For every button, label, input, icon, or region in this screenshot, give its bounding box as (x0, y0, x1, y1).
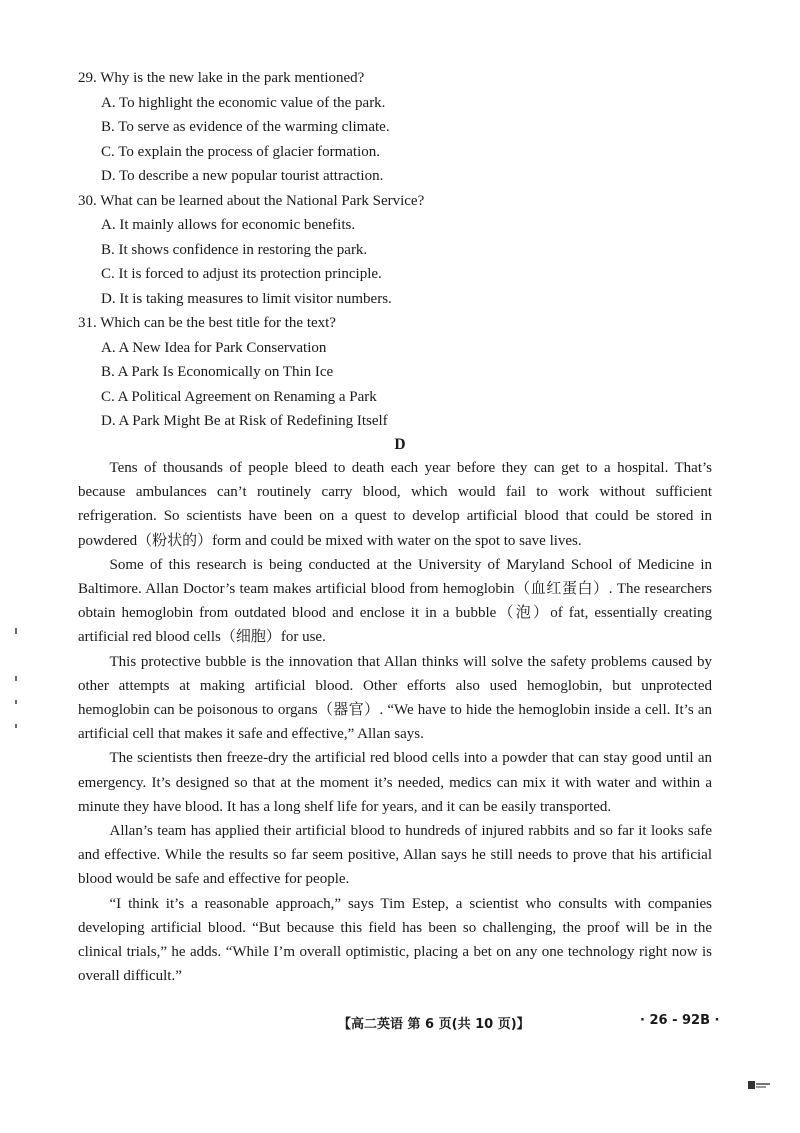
option-d: D. A Park Might Be at Risk of Redefining Itself (101, 413, 388, 429)
option-c: C. It is forced to adjust its protection principle. (101, 266, 382, 282)
option-d: D. To describe a new popular tourist attraction. (101, 168, 384, 184)
passage-paragraph: Some of this research is being conducted at the University of Maryland School of Medicine in Baltimore. Allan Doctor’s team makes artificial blood from hemoglobin（血红蛋白）. The researchers obtain hemoglobin from outdated blood and enclose it in a bubble（泡）of fat, essentially creating artificial red blood cells（细胞）for use. (78, 556, 712, 646)
option-a: A. To highlight the economic value of the park. (101, 94, 386, 111)
option-c: C. A Political Agreement on Renaming a Park (101, 388, 377, 405)
passage-paragraph: Tens of thousands of people bleed to death each year before they can get to a hospital. That’s because ambulances can’t routinely carry blood, which would fail to work without sufficient refrigeration. So scientists have been on a quest to develop artificial blood that could be stored in powdered（粉状的）form and could be mixed with water on the spot to save lives. (78, 460, 712, 549)
option-d: D. It is taking measures to limit visitor numbers. (101, 290, 392, 307)
option-a: A. It mainly allows for economic benefits. (101, 217, 356, 233)
option-c: C. To explain the process of glacier formation. (101, 143, 381, 160)
reading-passage (78, 456, 712, 988)
passage-paragraph: Allan’s team has applied their artificial blood to hundreds of injured rabbits and so far it looks safe and effective. While the results so far seem positive, Allan says he still needs to prove that his artificial blood would be safe and effective for people. (78, 823, 712, 888)
option-b: B. A Park Is Economically on Thin Ice (101, 364, 334, 380)
question-stem: 30. What can be learned about the National Park Service? (78, 192, 425, 209)
question-stem: 31. Which can be the best title for the text? (78, 315, 336, 331)
margin-mark (15, 724, 17, 728)
exam-code: · 26 - 92B · (640, 1013, 720, 1028)
margin-mark (15, 628, 17, 634)
question-list (78, 66, 738, 434)
publisher-logo-icon (748, 1080, 770, 1090)
margin-mark (15, 676, 17, 681)
option-b: B. It shows confidence in restoring the park. (101, 241, 368, 258)
option-b: B. To serve as evidence of the warming climate. (101, 119, 390, 135)
question-30 (78, 189, 738, 312)
passage-paragraph: “I think it’s a reasonable approach,” says Tim Estep, a scientist who consults with companies developing artificial blood. “But because this field has been so challenging, the proof will be in the clinical trials,” he adds. “While I’m overall optimistic, placing a bet on any one technology right now is overall difficult.” (78, 895, 712, 985)
page-number-label: 【高二英语 第 6 页(共 10 页)】 (338, 1017, 530, 1032)
margin-mark (15, 700, 17, 704)
option-a: A. A New Idea for Park Conservation (101, 339, 327, 356)
section-title: D (394, 436, 406, 453)
question-31 (78, 311, 738, 434)
passage-paragraph: This protective bubble is the innovation that Allan thinks will solve the safety problems caused by other attempts at making artificial blood. Other efforts also used hemoglobin, but unprotected hemoglobin can be poisonous to organs（器官）. “We have to hide the hemoglobin inside a cell. It’s an artificial cell that makes it safe and effective,” Allan says. (78, 653, 712, 743)
question-29 (78, 66, 738, 189)
question-stem: 29. Why is the new lake in the park mentioned? (78, 70, 365, 86)
passage-paragraph: The scientists then freeze-dry the artificial red blood cells into a powder that can stay good until an emergency. It’s designed so that at the moment it’s needed, medics can mix it with water and within a minute they have blood. It has a long shelf life for years, and it can be easily transported. (78, 750, 712, 815)
